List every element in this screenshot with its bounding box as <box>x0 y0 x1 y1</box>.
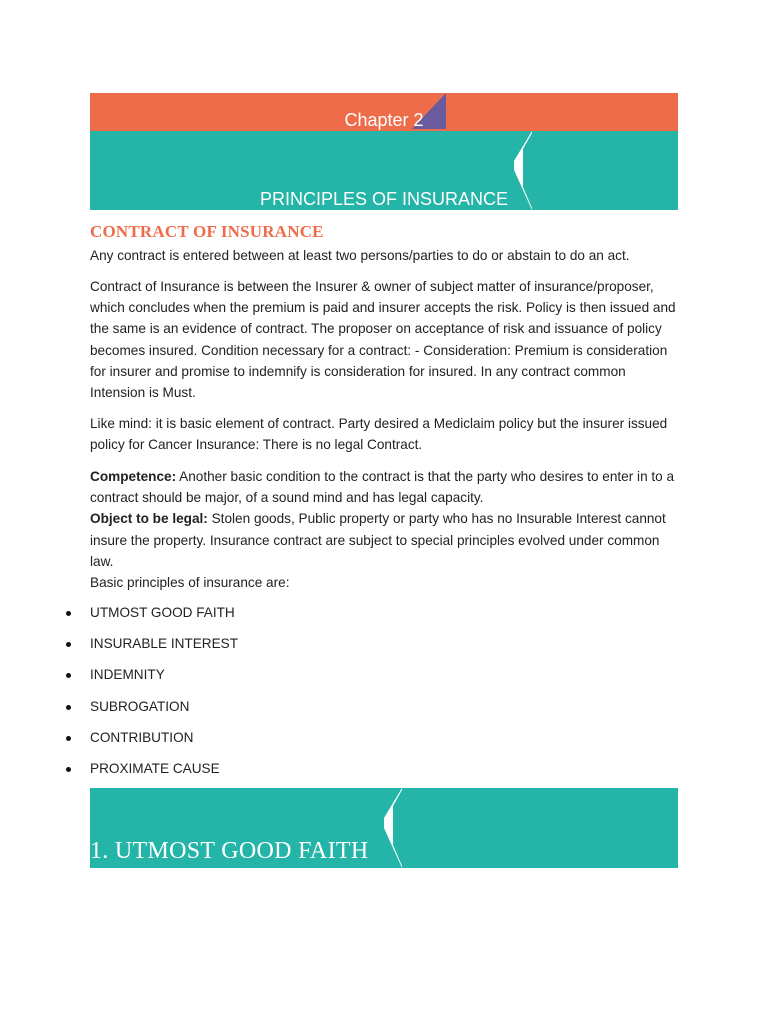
principles-intro: Basic principles of insurance are: <box>90 575 290 591</box>
section-title: 1. UTMOST GOOD FAITH <box>90 838 369 864</box>
list-item <box>62 758 238 789</box>
section-title-band <box>90 788 678 868</box>
bullet-icon <box>66 673 71 678</box>
object-text: Stolen goods, Public property or party who has no Insurable Interest cannot insure the property. Insurance contract are subject to special principles evolved under common law. <box>90 511 666 569</box>
list-item-label: UTMOST GOOD FAITH <box>90 605 235 620</box>
competence-paragraph <box>90 466 680 508</box>
principles-list <box>62 602 238 789</box>
chapter-label: Chapter 2 <box>344 110 424 130</box>
paragraph-like-mind <box>90 413 680 455</box>
paragraph-text: Like mind: it is basic element of contract. Party desired a Mediclaim policy but the insurer issued policy for Cancer Insurance: There is no legal Contract. <box>90 416 668 453</box>
paragraph-contract-definition <box>90 245 680 266</box>
paragraph-text: Any contract is entered between at least two persons/parties to do or abstain to do an act. <box>90 248 630 263</box>
list-item <box>62 664 238 695</box>
list-item-label: SUBROGATION <box>90 698 190 714</box>
list-item-label: INSURABLE INTEREST <box>90 636 239 652</box>
chapter-title: PRINCIPLES OF INSURANCE <box>259 189 509 209</box>
list-item-label: INDEMNITY <box>90 667 165 683</box>
list-item-label: CONTRIBUTION <box>90 729 194 745</box>
paragraph-text: Contract of Insurance is between the Insurer & owner of subject matter of insurance/proposer, which concludes when the premium is paid and insurer accepts the risk. Policy is then issued and the same is an evidence of contract. The proposer on acceptance of risk and issuance of policy becomes insured. Condition necessary for a contract: - Consideration: Premium is consideration for insurer and promise to indemnify is consideration for insured. In any contract common Intension is Must. <box>90 279 676 401</box>
competence-text: Another basic condition to the contract is that the party who desires to enter in to a contract should be major, of a sound mind and has legal capacity. <box>90 469 675 506</box>
bullet-icon <box>66 705 71 710</box>
notch-decoration <box>384 788 402 868</box>
object-paragraph <box>90 508 680 572</box>
list-item <box>62 602 238 633</box>
list-item <box>62 727 238 758</box>
bullet-icon <box>66 736 71 741</box>
competence-label: Competence: <box>90 469 177 484</box>
paragraph-competence <box>90 466 680 593</box>
chapter-title-band <box>90 131 678 210</box>
bullet-icon <box>66 611 71 616</box>
section-heading: CONTRACT OF INSURANCE <box>90 222 324 241</box>
list-item-label: PROXIMATE CAUSE <box>90 760 220 776</box>
paragraph-contract-of-insurance <box>90 276 680 403</box>
object-label: Object to be legal: <box>90 511 208 527</box>
bullet-icon <box>66 767 71 772</box>
bullet-icon <box>66 642 71 647</box>
list-item <box>62 633 238 664</box>
chapter-banner <box>90 93 678 131</box>
list-item <box>62 696 238 727</box>
